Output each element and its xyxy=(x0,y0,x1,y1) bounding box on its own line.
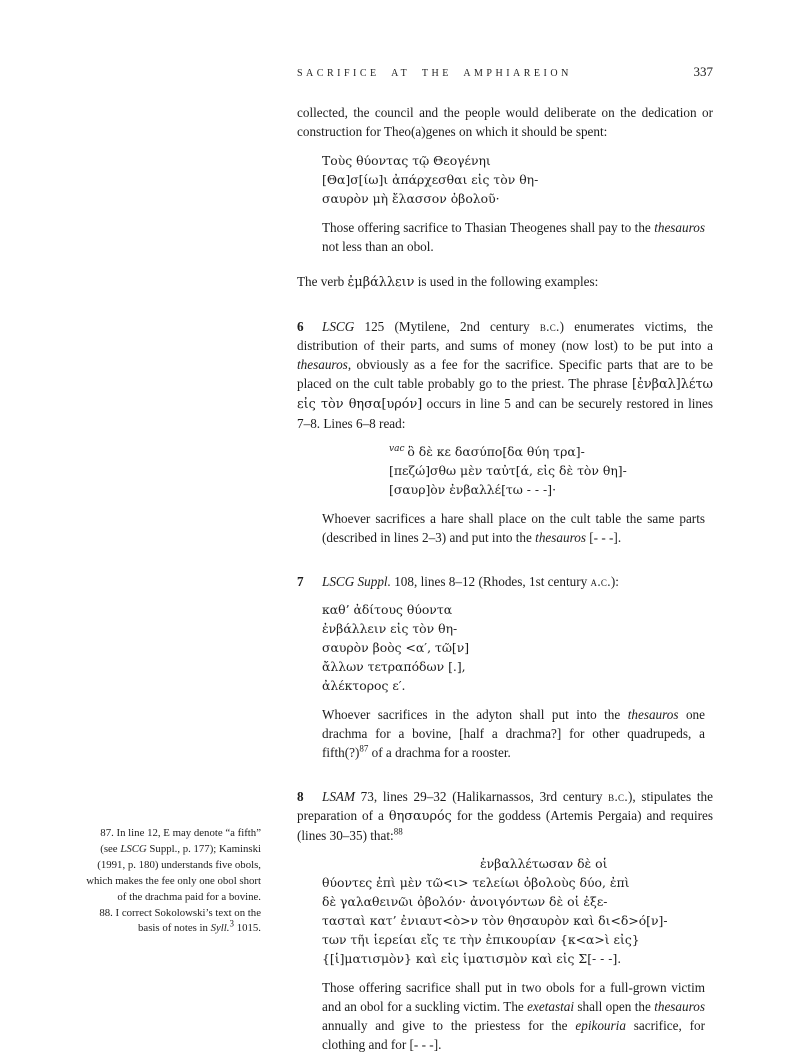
example-6-number: 6 xyxy=(297,319,304,334)
example-7-text: LSCG Suppl. 108, lines 8–12 (Rhodes, 1st century a.c.): xyxy=(322,574,619,589)
example-7 xyxy=(297,572,713,762)
translation-lscg-suppl-108: Whoever sacrifices in the adyton shall put into the thesauros one drachma for a bovine, [half a drachma?] for other quadrupeds, a fifth(?)$^{87}$ of a drachma for a rooster. xyxy=(322,707,705,760)
example-8 xyxy=(297,787,713,1054)
greek-quotation-lsam-73: ἐνβαλλέτωσαν δὲ οἱ θύοντες ἐπὶ μὲν τῶ<ι> τελείωι ὀβολοὺς δύο, ἐπὶ δὲ γαλαθεινῶι ὀβολόν· ἀνοιγόντων δὲ οἱ ἐξε- τασταὶ κατ’ ἐνιαυτ<ὸ>ν τὸν θησαυρὸν καὶ δι<δ>ό[ν]- των τῆι ἱερείαι εἴς τε τὴν ἐπικουρίαν {κ<α>ὶ εἰς} {[ἱ]ματισμὸν} καὶ εἰς ἱματισμὸν καὶ εἰς Σ[- - -]. xyxy=(322,856,668,966)
example-8-paragraph xyxy=(297,787,713,845)
running-head xyxy=(297,62,713,83)
intro-paragraph: collected, the council and the people would deliberate on the dedication or construction for Theo(a)genes on which it should be spent: xyxy=(297,105,713,139)
example-6 xyxy=(297,317,713,547)
example-8-text: LSAM 73, lines 29–32 (Halikarnassos, 3rd century b.c.), stipulates the preparation of a θησαυρός for the goddess (Artemis Pergaia) and requires (lines 30–35) that:$^{88}$ xyxy=(297,789,713,843)
greek-quotation-lscg-suppl-108: καθ’ ἀδίτους θύοντα ἐνβάλλειν εἰς τὸν θη- σαυρὸν βοὸς <α′, τῶ[ν] ἄλλων τετραπόδων [.], ἀλέκτορος ε′. xyxy=(322,602,470,693)
example-8-number: 8 xyxy=(297,789,304,804)
verb-paragraph: The verb ἐμβάλλειν is used in the following examples: xyxy=(297,274,599,290)
running-head-title: SACRIFICE AT THE AMPHIAREION xyxy=(297,68,572,79)
example-6-text: LSCG 125 (Mytilene, 2nd century b.c.) enumerates victims, the distribution of their parts, and sums of money (now lost) to be put into a thesauros, obviously as a fee for the sacrifice. Specific parts that are to be placed on the cult table probably go to the priest. The phrase [ἐνβαλ]λέτω εἰς τὸν θησα[υρόν] occurs in line 5 and can be securely restored in lines 7–8. Lines 6–8 read: xyxy=(297,319,713,431)
example-6-paragraph xyxy=(297,317,713,433)
page-number: 337 xyxy=(693,64,713,79)
translation-theogenes: Those offering sacrifice to Thasian Theogenes shall pay to the thesauros not less than an obol. xyxy=(322,220,705,254)
margin-footnotes xyxy=(84,826,261,937)
greek-quotation-lscg-125: $^{vac}$ ὃ δὲ κε δασύπο[δα θύη τρα]- [πεζώ]σθω μὲν ταὐτ[ά, εἰς δὲ τὸν θη]- [σαυρ]ὸν ἐνβαλλέ[τω - - -]· xyxy=(389,443,627,497)
main-text-column xyxy=(297,62,713,1054)
example-7-number: 7 xyxy=(297,574,304,589)
footnote-88: 88. I correct Sokolowski’s text on the basis of notes in Syll.$^3$ 1015. xyxy=(99,906,261,935)
greek-quotation-theogenes: Τοὺς θύοντας τῷ Θεογένηι [Θα]σ[ίω]ι ἀπάρχεσθαι εἰς τὸν θη- σαυρὸν μὴ ἔλασσον ὀβολοῦ· xyxy=(322,153,539,206)
example-7-paragraph xyxy=(297,572,713,591)
translation-lsam-73: Those offering sacrifice shall put in two obols for a full-grown victim and an obol for a suckling victim. The exetastai shall open the thesauros annually and give to the priestess for the epikouria sacrifice, for clothing and for [- - -]. xyxy=(322,980,705,1052)
footnote-87: 87. In line 12, E may denote “a fifth” (see LSCG Suppl., p. 177); Kaminski (1991, p. 180) understands five obols, which makes the fee only one obol short of the drachma paid for a bovine. xyxy=(86,827,261,903)
translation-lscg-125: Whoever sacrifices a hare shall place on the cult table the same parts (described in lines 2–3) and put into the thesauros [- - -]. xyxy=(322,511,705,545)
